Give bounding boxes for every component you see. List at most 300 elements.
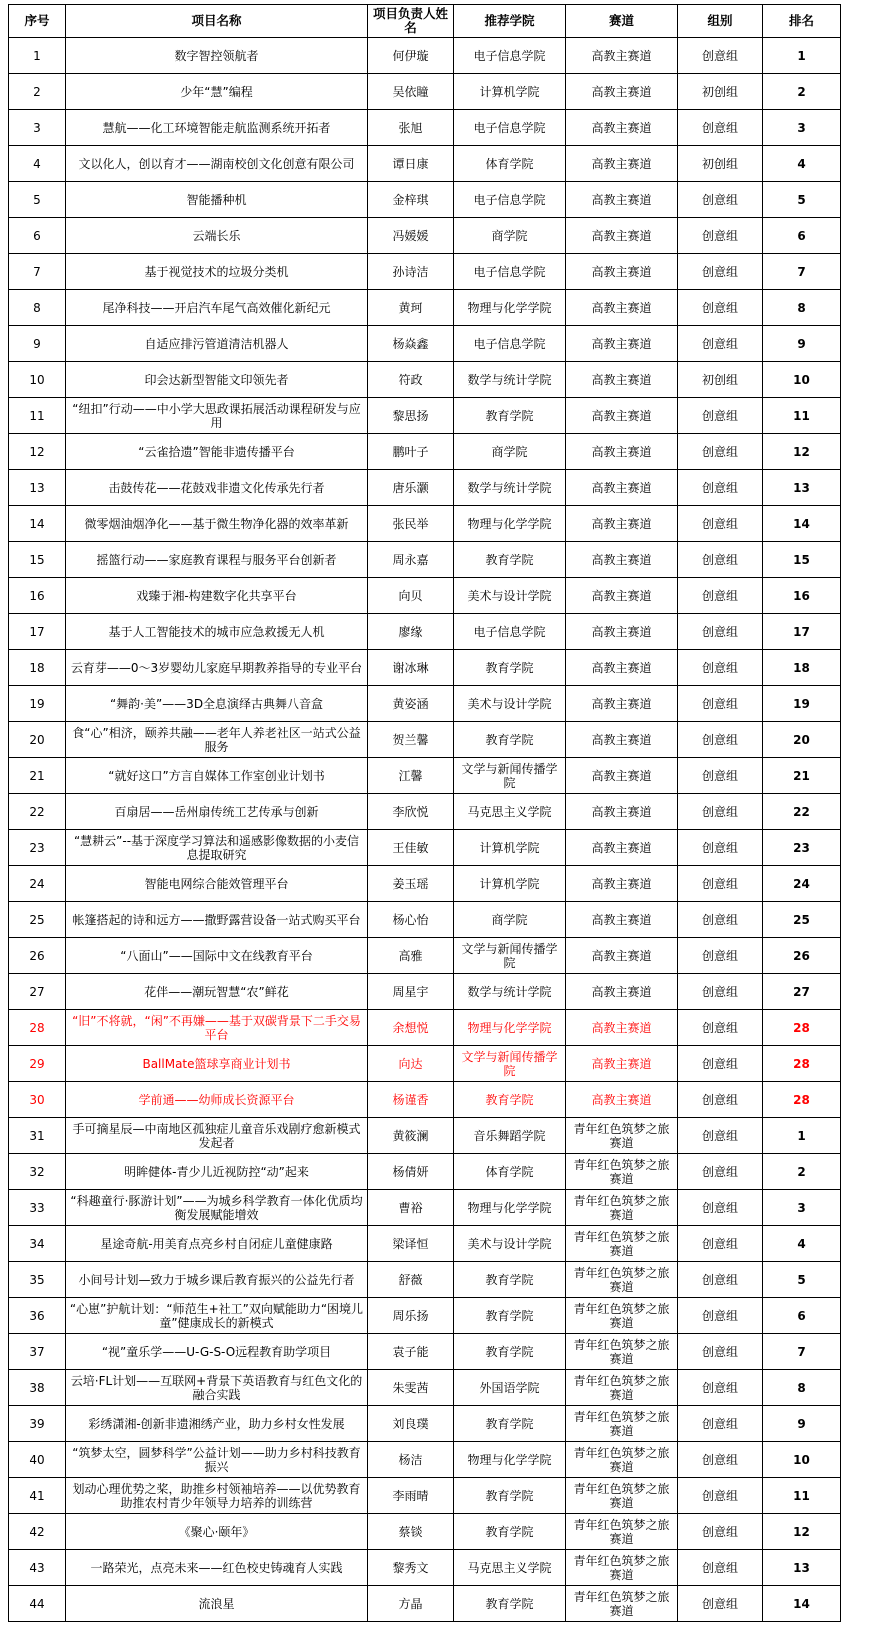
cell-college: 文学与新闻传播学院 [454, 1046, 566, 1082]
cell-college: 教育学院 [454, 1262, 566, 1298]
cell-project-name: 智能播种机 [66, 182, 368, 218]
cell-project-name: 摇篮行动——家庭教育课程与服务平台创新者 [66, 542, 368, 578]
cell-leader: 周乐扬 [368, 1298, 454, 1334]
cell-college: 体育学院 [454, 1154, 566, 1190]
cell-leader: 冯媛媛 [368, 218, 454, 254]
cell-track: 高教主赛道 [566, 182, 678, 218]
cell-group: 创意组 [678, 398, 763, 434]
cell-group: 初创组 [678, 362, 763, 398]
cell-project-name: 微零烟油烟净化——基于微生物净化器的效率革新 [66, 506, 368, 542]
cell-track: 高教主赛道 [566, 326, 678, 362]
cell-no: 21 [9, 758, 66, 794]
cell-college: 商学院 [454, 218, 566, 254]
cell-rank: 7 [763, 254, 841, 290]
table-row [9, 146, 841, 182]
cell-group: 创意组 [678, 1334, 763, 1370]
cell-track: 青年红色筑梦之旅赛道 [566, 1478, 678, 1514]
cell-no: 12 [9, 434, 66, 470]
table-row [9, 1262, 841, 1298]
cell-track: 高教主赛道 [566, 1046, 678, 1082]
cell-no: 10 [9, 362, 66, 398]
cell-leader: 贺兰馨 [368, 722, 454, 758]
cell-college: 商学院 [454, 434, 566, 470]
cell-leader: 刘良璞 [368, 1406, 454, 1442]
cell-no: 43 [9, 1550, 66, 1586]
cell-group: 创意组 [678, 794, 763, 830]
cell-no: 24 [9, 866, 66, 902]
cell-track: 高教主赛道 [566, 686, 678, 722]
cell-group: 创意组 [678, 470, 763, 506]
cell-rank: 5 [763, 1262, 841, 1298]
cell-track: 青年红色筑梦之旅赛道 [566, 1586, 678, 1622]
cell-track: 青年红色筑梦之旅赛道 [566, 1406, 678, 1442]
cell-track: 高教主赛道 [566, 794, 678, 830]
cell-project-name: 流浪星 [66, 1586, 368, 1622]
cell-group: 创意组 [678, 1154, 763, 1190]
cell-project-name: “科趣童行·豚游计划”——为城乡科学教育一体化优质均衡发展赋能增效 [66, 1190, 368, 1226]
cell-rank: 15 [763, 542, 841, 578]
cell-track: 高教主赛道 [566, 1010, 678, 1046]
cell-no: 29 [9, 1046, 66, 1082]
cell-track: 高教主赛道 [566, 866, 678, 902]
cell-leader: 孙诗洁 [368, 254, 454, 290]
cell-project-name: 基于视觉技术的垃圾分类机 [66, 254, 368, 290]
cell-track: 高教主赛道 [566, 506, 678, 542]
cell-track: 高教主赛道 [566, 110, 678, 146]
cell-track: 高教主赛道 [566, 902, 678, 938]
cell-college: 电子信息学院 [454, 182, 566, 218]
cell-group: 创意组 [678, 1586, 763, 1622]
cell-leader: 江馨 [368, 758, 454, 794]
cell-group: 创意组 [678, 758, 763, 794]
cell-project-name: 基于人工智能技术的城市应急救援无人机 [66, 614, 368, 650]
cell-group: 初创组 [678, 146, 763, 182]
table-row [9, 434, 841, 470]
cell-group: 创意组 [678, 974, 763, 1010]
cell-no: 34 [9, 1226, 66, 1262]
cell-project-name: 尾净科技——开启汽车尾气高效催化新纪元 [66, 290, 368, 326]
cell-rank: 9 [763, 326, 841, 362]
cell-project-name: “视”童乐学——U-G-S-O远程教育助学项目 [66, 1334, 368, 1370]
cell-no: 30 [9, 1082, 66, 1118]
cell-no: 20 [9, 722, 66, 758]
cell-leader: 杨倩妍 [368, 1154, 454, 1190]
cell-track: 高教主赛道 [566, 938, 678, 974]
cell-project-name: “慧耕云”--基于深度学习算法和遥感影像数据的小麦信息提取研究 [66, 830, 368, 866]
cell-group: 创意组 [678, 938, 763, 974]
cell-project-name: 文以化人，创以育才——湖南校创文化创意有限公司 [66, 146, 368, 182]
table-row [9, 1406, 841, 1442]
cell-rank: 1 [763, 1118, 841, 1154]
cell-rank: 19 [763, 686, 841, 722]
cell-college: 外国语学院 [454, 1370, 566, 1406]
cell-rank: 2 [763, 1154, 841, 1190]
cell-track: 高教主赛道 [566, 614, 678, 650]
cell-track: 青年红色筑梦之旅赛道 [566, 1514, 678, 1550]
header-rank: 排名 [763, 5, 841, 38]
table-row [9, 290, 841, 326]
table-row [9, 1334, 841, 1370]
cell-leader: 李欣悦 [368, 794, 454, 830]
cell-group: 创意组 [678, 182, 763, 218]
cell-no: 28 [9, 1010, 66, 1046]
cell-group: 创意组 [678, 1082, 763, 1118]
cell-college: 数学与统计学院 [454, 362, 566, 398]
cell-no: 19 [9, 686, 66, 722]
cell-college: 物理与化学学院 [454, 1190, 566, 1226]
cell-college: 教育学院 [454, 1514, 566, 1550]
header-row [9, 5, 841, 38]
cell-rank: 4 [763, 146, 841, 182]
cell-project-name: “旧”不将就，“闲”不再嫌——基于双碳背景下二手交易平台 [66, 1010, 368, 1046]
cell-rank: 28 [763, 1082, 841, 1118]
cell-leader: 袁子能 [368, 1334, 454, 1370]
cell-track: 高教主赛道 [566, 1082, 678, 1118]
table-row [9, 1082, 841, 1118]
cell-track: 高教主赛道 [566, 218, 678, 254]
cell-track: 高教主赛道 [566, 722, 678, 758]
cell-college: 教育学院 [454, 1406, 566, 1442]
cell-no: 4 [9, 146, 66, 182]
cell-group: 创意组 [678, 38, 763, 74]
header-no: 序号 [9, 5, 66, 38]
table-row [9, 866, 841, 902]
table-row [9, 326, 841, 362]
cell-leader: 高雅 [368, 938, 454, 974]
cell-college: 物理与化学学院 [454, 1010, 566, 1046]
cell-leader: 杨谨香 [368, 1082, 454, 1118]
cell-track: 高教主赛道 [566, 146, 678, 182]
cell-leader: 谭日康 [368, 146, 454, 182]
cell-leader: 向贝 [368, 578, 454, 614]
cell-project-name: 一路荣光，点亮未来——红色校史铸魂育人实践 [66, 1550, 368, 1586]
cell-project-name: 划动心理优势之桨，助推乡村领袖培养——以优势教育助推农村青少年领导力培养的训练营 [66, 1478, 368, 1514]
table-row [9, 362, 841, 398]
cell-rank: 14 [763, 1586, 841, 1622]
cell-rank: 24 [763, 866, 841, 902]
cell-track: 青年红色筑梦之旅赛道 [566, 1442, 678, 1478]
results-table [8, 4, 841, 1622]
cell-no: 26 [9, 938, 66, 974]
cell-college: 计算机学院 [454, 74, 566, 110]
cell-project-name: 百扇居——岳州扇传统工艺传承与创新 [66, 794, 368, 830]
cell-no: 25 [9, 902, 66, 938]
cell-track: 高教主赛道 [566, 758, 678, 794]
cell-leader: 黄筱澜 [368, 1118, 454, 1154]
cell-project-name: “纽扣”行动——中小学大思政课拓展活动课程研发与应用 [66, 398, 368, 434]
cell-leader: 蔡锬 [368, 1514, 454, 1550]
cell-college: 物理与化学学院 [454, 290, 566, 326]
cell-leader: 余想悦 [368, 1010, 454, 1046]
cell-college: 教育学院 [454, 398, 566, 434]
cell-leader: 廖缘 [368, 614, 454, 650]
cell-college: 文学与新闻传播学院 [454, 938, 566, 974]
cell-rank: 22 [763, 794, 841, 830]
cell-track: 青年红色筑梦之旅赛道 [566, 1118, 678, 1154]
cell-college: 教育学院 [454, 1298, 566, 1334]
table-row [9, 1514, 841, 1550]
cell-college: 计算机学院 [454, 830, 566, 866]
cell-college: 音乐舞蹈学院 [454, 1118, 566, 1154]
cell-group: 创意组 [678, 1118, 763, 1154]
cell-college: 教育学院 [454, 1478, 566, 1514]
cell-no: 9 [9, 326, 66, 362]
cell-college: 美术与设计学院 [454, 1226, 566, 1262]
cell-college: 教育学院 [454, 1334, 566, 1370]
cell-track: 高教主赛道 [566, 254, 678, 290]
header-group: 组别 [678, 5, 763, 38]
cell-group: 创意组 [678, 326, 763, 362]
table-row [9, 182, 841, 218]
cell-no: 3 [9, 110, 66, 146]
table-row [9, 1118, 841, 1154]
cell-project-name: “筑梦太空，圆梦科学”公益计划——助力乡村科技教育振兴 [66, 1442, 368, 1478]
cell-project-name: 星途奇航-用美育点亮乡村自闭症儿童健康路 [66, 1226, 368, 1262]
table-row [9, 830, 841, 866]
cell-group: 创意组 [678, 1406, 763, 1442]
cell-college: 马克思主义学院 [454, 1550, 566, 1586]
table-row [9, 542, 841, 578]
table-row [9, 686, 841, 722]
cell-group: 创意组 [678, 1190, 763, 1226]
cell-rank: 8 [763, 290, 841, 326]
table-row [9, 1478, 841, 1514]
table-row [9, 650, 841, 686]
cell-leader: 张民举 [368, 506, 454, 542]
table-row [9, 254, 841, 290]
cell-no: 22 [9, 794, 66, 830]
cell-rank: 21 [763, 758, 841, 794]
cell-project-name: 云培·FL计划——互联网+背景下英语教育与红色文化的融合实践 [66, 1370, 368, 1406]
cell-rank: 1 [763, 38, 841, 74]
table-row [9, 614, 841, 650]
cell-rank: 7 [763, 1334, 841, 1370]
cell-group: 创意组 [678, 290, 763, 326]
cell-rank: 10 [763, 1442, 841, 1478]
cell-project-name: 自适应排污管道清洁机器人 [66, 326, 368, 362]
cell-rank: 14 [763, 506, 841, 542]
cell-group: 创意组 [678, 1370, 763, 1406]
table-row [9, 722, 841, 758]
cell-no: 7 [9, 254, 66, 290]
cell-leader: 黎思扬 [368, 398, 454, 434]
cell-college: 美术与设计学院 [454, 686, 566, 722]
cell-leader: 黎秀文 [368, 1550, 454, 1586]
cell-college: 教育学院 [454, 650, 566, 686]
cell-no: 38 [9, 1370, 66, 1406]
header-project-name: 项目名称 [66, 5, 368, 38]
cell-group: 初创组 [678, 74, 763, 110]
cell-no: 13 [9, 470, 66, 506]
table-row [9, 758, 841, 794]
cell-project-name: 明眸健体-青少儿近视防控“动”起来 [66, 1154, 368, 1190]
cell-group: 创意组 [678, 110, 763, 146]
cell-no: 15 [9, 542, 66, 578]
cell-group: 创意组 [678, 1226, 763, 1262]
cell-college: 电子信息学院 [454, 110, 566, 146]
cell-college: 电子信息学院 [454, 326, 566, 362]
cell-project-name: 慧航——化工环境智能走航监测系统开拓者 [66, 110, 368, 146]
cell-no: 42 [9, 1514, 66, 1550]
header-leader: 项目负责人姓名 [368, 5, 454, 38]
cell-leader: 鹏叶子 [368, 434, 454, 470]
cell-project-name: “云雀拾遗”智能非遗传播平台 [66, 434, 368, 470]
cell-project-name: 学前通——幼师成长资源平台 [66, 1082, 368, 1118]
cell-project-name: 云端长乐 [66, 218, 368, 254]
table-row [9, 1046, 841, 1082]
cell-leader: 舒薇 [368, 1262, 454, 1298]
cell-leader: 朱雯茜 [368, 1370, 454, 1406]
cell-leader: 唐乐灏 [368, 470, 454, 506]
cell-track: 青年红色筑梦之旅赛道 [566, 1334, 678, 1370]
cell-project-name: “八面山”——国际中文在线教育平台 [66, 938, 368, 974]
cell-leader: 曹裕 [368, 1190, 454, 1226]
cell-track: 青年红色筑梦之旅赛道 [566, 1190, 678, 1226]
table-row [9, 1010, 841, 1046]
cell-college: 物理与化学学院 [454, 1442, 566, 1478]
cell-leader: 姜玉瑶 [368, 866, 454, 902]
cell-rank: 17 [763, 614, 841, 650]
cell-project-name: 《聚心·颐年》 [66, 1514, 368, 1550]
cell-project-name: 小间号计划—致力于城乡课后教育振兴的公益先行者 [66, 1262, 368, 1298]
cell-rank: 23 [763, 830, 841, 866]
cell-rank: 3 [763, 110, 841, 146]
cell-project-name: “心崽”护航计划：“师范生+社工”双向赋能助力“困境儿童”健康成长的新模式 [66, 1298, 368, 1334]
header-track: 赛道 [566, 5, 678, 38]
cell-track: 高教主赛道 [566, 470, 678, 506]
cell-leader: 杨洁 [368, 1442, 454, 1478]
cell-no: 2 [9, 74, 66, 110]
cell-rank: 28 [763, 1046, 841, 1082]
cell-college: 教育学院 [454, 542, 566, 578]
cell-group: 创意组 [678, 254, 763, 290]
cell-group: 创意组 [678, 1298, 763, 1334]
cell-track: 青年红色筑梦之旅赛道 [566, 1154, 678, 1190]
cell-leader: 金梓琪 [368, 182, 454, 218]
table-row [9, 902, 841, 938]
cell-leader: 向达 [368, 1046, 454, 1082]
cell-no: 27 [9, 974, 66, 1010]
cell-no: 6 [9, 218, 66, 254]
cell-college: 教育学院 [454, 722, 566, 758]
cell-college: 电子信息学院 [454, 614, 566, 650]
cell-leader: 黄珂 [368, 290, 454, 326]
cell-rank: 2 [763, 74, 841, 110]
cell-project-name: “就好这口”方言自媒体工作室创业计划书 [66, 758, 368, 794]
table-row [9, 218, 841, 254]
cell-leader: 杨焱鑫 [368, 326, 454, 362]
cell-group: 创意组 [678, 1046, 763, 1082]
cell-college: 商学院 [454, 902, 566, 938]
table-row [9, 1154, 841, 1190]
cell-project-name: 云育芽——0～3岁婴幼儿家庭早期教养指导的专业平台 [66, 650, 368, 686]
cell-project-name: 智能电网综合能效管理平台 [66, 866, 368, 902]
cell-college: 物理与化学学院 [454, 506, 566, 542]
cell-no: 37 [9, 1334, 66, 1370]
cell-college: 马克思主义学院 [454, 794, 566, 830]
cell-group: 创意组 [678, 722, 763, 758]
cell-leader: 何伊璇 [368, 38, 454, 74]
cell-project-name: BallMate篮球享商业计划书 [66, 1046, 368, 1082]
cell-rank: 9 [763, 1406, 841, 1442]
cell-track: 高教主赛道 [566, 974, 678, 1010]
cell-college: 教育学院 [454, 1586, 566, 1622]
table-row [9, 1226, 841, 1262]
table-row [9, 1190, 841, 1226]
cell-leader: 杨心怡 [368, 902, 454, 938]
cell-track: 高教主赛道 [566, 650, 678, 686]
cell-leader: 周星宇 [368, 974, 454, 1010]
table-row [9, 1298, 841, 1334]
cell-project-name: 食“心”相济，颐养共融——老年人养老社区一站式公益服务 [66, 722, 368, 758]
cell-leader: 李雨晴 [368, 1478, 454, 1514]
cell-project-name: 彩绣潇湘-创新非遗湘绣产业，助力乡村女性发展 [66, 1406, 368, 1442]
header-college: 推荐学院 [454, 5, 566, 38]
cell-group: 创意组 [678, 578, 763, 614]
cell-no: 11 [9, 398, 66, 434]
cell-group: 创意组 [678, 1478, 763, 1514]
table-body [9, 38, 841, 1622]
cell-rank: 3 [763, 1190, 841, 1226]
cell-rank: 10 [763, 362, 841, 398]
table-row [9, 398, 841, 434]
cell-college: 数学与统计学院 [454, 470, 566, 506]
cell-group: 创意组 [678, 866, 763, 902]
cell-rank: 27 [763, 974, 841, 1010]
cell-no: 33 [9, 1190, 66, 1226]
cell-no: 44 [9, 1586, 66, 1622]
cell-no: 5 [9, 182, 66, 218]
cell-leader: 符政 [368, 362, 454, 398]
cell-college: 教育学院 [454, 1082, 566, 1118]
cell-track: 高教主赛道 [566, 362, 678, 398]
cell-rank: 11 [763, 398, 841, 434]
cell-project-name: 戏臻于湘-构建数字化共享平台 [66, 578, 368, 614]
cell-track: 高教主赛道 [566, 830, 678, 866]
cell-track: 高教主赛道 [566, 38, 678, 74]
cell-project-name: 击鼓传花——花鼓戏非遗文化传承先行者 [66, 470, 368, 506]
table-row [9, 38, 841, 74]
cell-rank: 25 [763, 902, 841, 938]
cell-no: 1 [9, 38, 66, 74]
cell-project-name: 少年“慧”编程 [66, 74, 368, 110]
cell-rank: 12 [763, 434, 841, 470]
cell-track: 青年红色筑梦之旅赛道 [566, 1298, 678, 1334]
cell-track: 青年红色筑梦之旅赛道 [566, 1370, 678, 1406]
cell-leader: 方晶 [368, 1586, 454, 1622]
cell-college: 数学与统计学院 [454, 974, 566, 1010]
cell-rank: 6 [763, 218, 841, 254]
cell-group: 创意组 [678, 1262, 763, 1298]
cell-group: 创意组 [678, 686, 763, 722]
table-row [9, 110, 841, 146]
cell-no: 35 [9, 1262, 66, 1298]
cell-college: 电子信息学院 [454, 254, 566, 290]
cell-leader: 黄姿涵 [368, 686, 454, 722]
cell-group: 创意组 [678, 542, 763, 578]
cell-group: 创意组 [678, 614, 763, 650]
cell-track: 高教主赛道 [566, 290, 678, 326]
cell-group: 创意组 [678, 1010, 763, 1046]
cell-rank: 20 [763, 722, 841, 758]
cell-no: 40 [9, 1442, 66, 1478]
cell-no: 41 [9, 1478, 66, 1514]
cell-rank: 26 [763, 938, 841, 974]
cell-project-name: 印会达新型智能文印领先者 [66, 362, 368, 398]
cell-group: 创意组 [678, 830, 763, 866]
cell-group: 创意组 [678, 434, 763, 470]
cell-project-name: 帐篷搭起的诗和远方——撒野露营设备一站式购买平台 [66, 902, 368, 938]
